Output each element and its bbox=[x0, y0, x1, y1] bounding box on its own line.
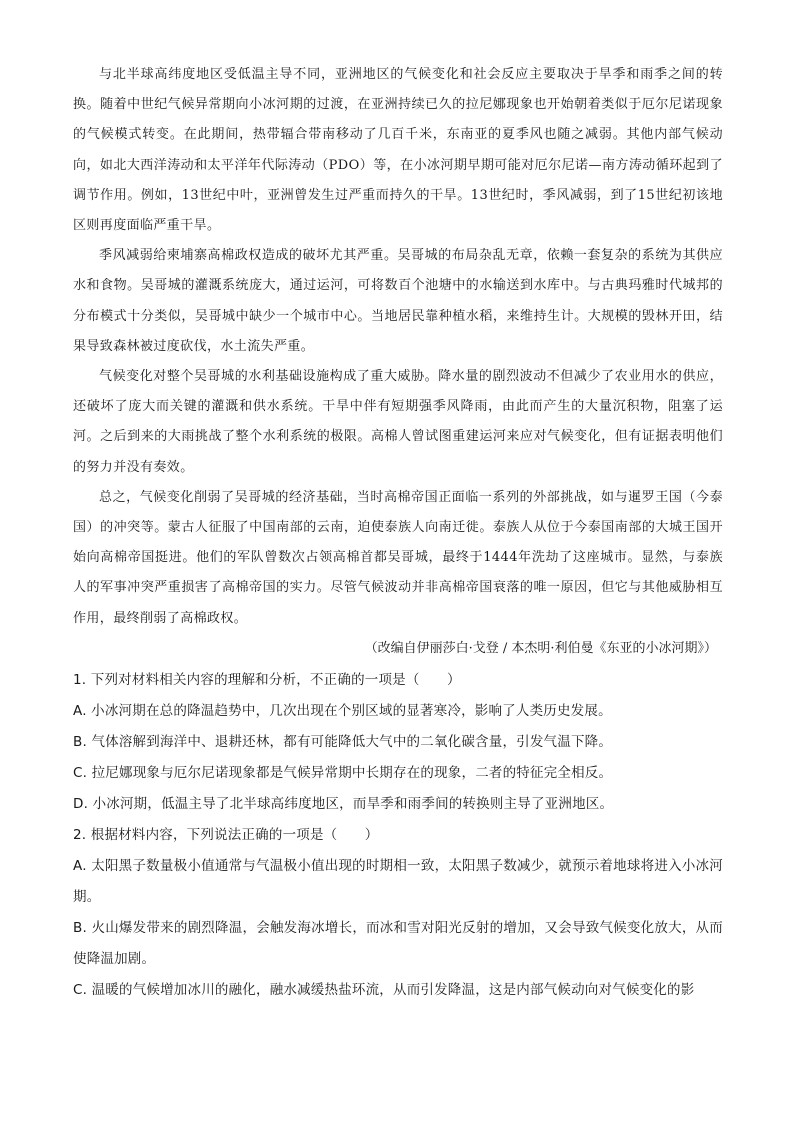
option-a: A. 小冰河期在总的降温趋势中，几次出现在个别区域的显著寒冷，影响了人类历史发展。 bbox=[73, 702, 612, 719]
passage-paragraph-3: 气候变化对整个吴哥城的水利基础设施构成了重大威胁。降水量的剧烈波动不但减少了农业用水的供应，还破坏了庞大而关键的灌溉和供水系统。干旱中伴有短期强季风降雨，由此而产生的大量沉积物，阻塞了运河。之后到来的大雨挑战了整个水利系统的极限。高棉人曾试图重建运河来应对气候变化，但有证据表明他们的努力并没有奏效。 bbox=[73, 369, 723, 475]
option-b: B. 火山爆发带来的剧烈降温，会触发海冰增长，而冰和雪对阳光反射的增加，又会导致气候变化放大，从而使降温加剧。 bbox=[73, 919, 723, 967]
question-1 bbox=[73, 665, 723, 820]
passage-paragraph-4: 总之，气候变化削弱了吴哥城的经济基础，当时高棉帝国正面临一系列的外部挑战，如与暹罗王国（今泰国）的冲突等。蒙古人征服了中国南部的云南，迫使泰族人向南迁徙。泰族人从位于今泰国南部的大城王国开始向高棉帝国挺进。他们的军队曾数次占领高棉首都吴哥城，最终于1444年洗劫了这座城市。显然，与泰族人的军事冲突严重损害了高棉帝国的实力。尽管气候波动并非高棉帝国衰落的唯一原因，但它与其他威胁相互作用，最终削弱了高棉政权。 bbox=[73, 489, 723, 626]
option-c: C. 温暖的气候增加冰川的融化，融水减缓热盐环流，从而引发降温，这是内部气候动向对气候变化的影 bbox=[73, 981, 695, 998]
question-stem: 1. 下列对材料相关内容的理解和分析，不正确的一项是（ ） bbox=[73, 671, 461, 688]
option-c: C. 拉尼娜现象与厄尔尼诺现象都是气候异常期中长期存在的现象，二者的特征完全相反。 bbox=[73, 764, 613, 781]
passage-paragraph-1: 与北半球高纬度地区受低温主导不同，亚洲地区的气候变化和社会反应主要取决于旱季和雨季之间的转换。随着中世纪气候异常期向小冰河期的过渡，在亚洲持续已久的拉尼娜现象也开始朝着类似于厄尔尼诺现象的气候模式转变。在此期间，热带辐合带南移动了几百千米，东南亚的夏季风也随之减弱。其他内部气候动向，如北大西洋涛动和太平洋年代际涛动（PDO）等，在小冰河期早期可能对厄尔尼诺—南方涛动循环起到了调节作用。例如，13世纪中叶，亚洲曾发生过严重而持久的干旱。13世纪时，季风减弱，到了15世纪初该地区则再度面临严重干旱。 bbox=[73, 67, 723, 234]
question-list bbox=[73, 665, 723, 1006]
question-stem: 2. 根据材料内容，下列说法正确的一项是（ ） bbox=[73, 826, 379, 843]
option-d: D. 小冰河期，低温主导了北半球高纬度地区，而旱季和雨季间的转换则主导了亚洲地区。 bbox=[73, 795, 614, 812]
reading-passage bbox=[73, 60, 723, 664]
passage-source: （改编自伊丽莎白·戈登 / 本杰明·利伯曼《东亚的小冰河期》） bbox=[364, 640, 717, 656]
passage-paragraph-2: 季风减弱给柬埔寨高棉政权造成的破坏尤其严重。吴哥城的布局杂乱无章，依赖一套复杂的系统为其供应水和食物。吴哥城的灌溉系统庞大，通过运河，可将数百个池塘中的水输送到水库中。与古典玛雅时代城邦的分布模式十分类似，吴哥城中缺少一个城市中心。当地居民靠种植水稻，来维持生计。大规模的毁林开田，结果导致森林被过度砍伐，水土流失严重。 bbox=[73, 248, 723, 354]
option-b: B. 气体溶解到海洋中、退耕还林，都有可能降低大气中的二氧化碳含量，引发气温下降。 bbox=[73, 733, 613, 750]
question-2 bbox=[73, 820, 723, 1006]
document-page bbox=[73, 60, 723, 1006]
option-a: A. 太阳黑子数量极小值通常与气温极小值出现的时期相一致，太阳黑子数减少，就预示着地球将进入小冰河期。 bbox=[73, 857, 723, 905]
